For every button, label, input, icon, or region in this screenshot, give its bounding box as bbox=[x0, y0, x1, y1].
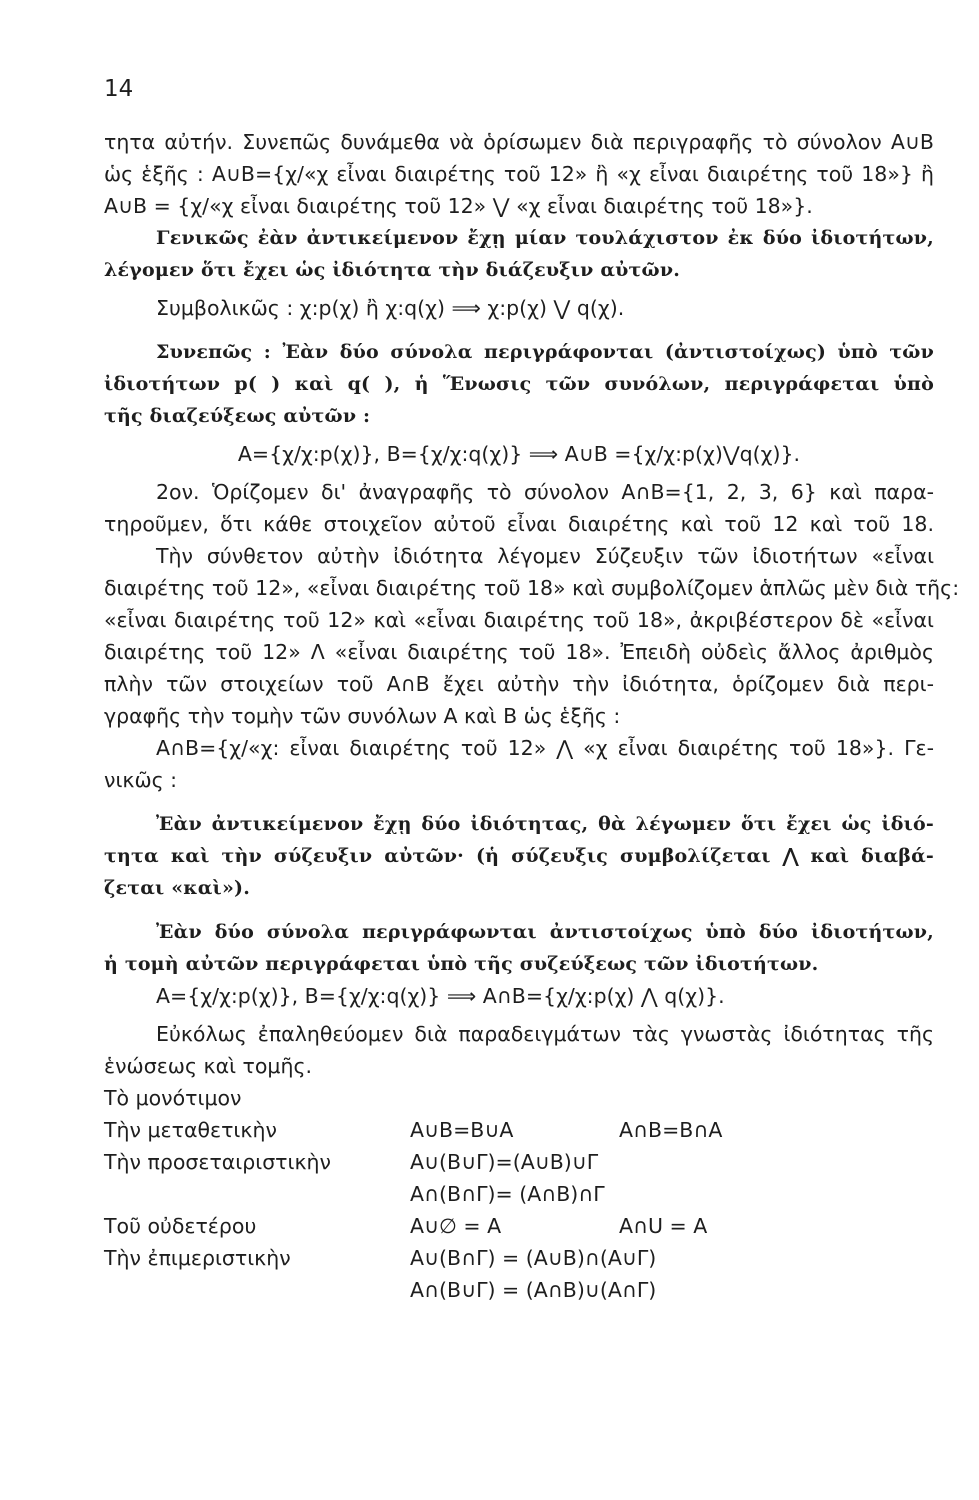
union-law: A∪(B∩Γ) = (A∪B)∩(A∪Γ) bbox=[410, 1246, 657, 1270]
property-row bbox=[104, 1274, 934, 1306]
property-name: Τὴν ἐπιμεριστικὴν bbox=[104, 1246, 291, 1270]
union-law: A∩(B∩Γ)= (A∩B)∩Γ bbox=[410, 1182, 605, 1206]
union-formula: A={χ/χ:p(χ)}, B={χ/χ:q(χ)} ⟹ A∪B ={χ/χ:p(χ)⋁q(χ)}. bbox=[237, 442, 801, 466]
symbolic-formula: Συμβολικῶς : χ:p(χ) ἢ χ:q(χ) ⟹ χ:p(χ) ⋁ q(χ). bbox=[156, 296, 625, 320]
text-line: τητα αὐτήν. Συνεπῶς δυνάμεθα νὰ ὁρίσωμεν διὰ περιγραφῆς τὸ σύνολον A∪B bbox=[104, 130, 934, 154]
property-name: Τὴν μεταθετικὴν bbox=[104, 1118, 277, 1142]
text-line: διαιρέτης τοῦ 12», «εἶναι διαιρέτης τοῦ 18» καὶ συμβολίζομεν ἁπλῶς μὲν διὰ τῆς: bbox=[104, 576, 960, 600]
bold-statement-line: ἰδιοτήτων p( ) καὶ q( ), ἡ Ἕνωσις τῶν συνόλων, περιγράφεται ὑπὸ bbox=[104, 373, 934, 395]
bold-statement-line: Συνεπῶς : Ἐὰν δύο σύνολα περιγράφονται (ἀντιστοίχως) ὑπὸ τῶν bbox=[156, 341, 934, 363]
properties-table bbox=[104, 1114, 934, 1306]
bold-statement-line: τητα καὶ τὴν σύζευξιν αὐτῶν· (ἡ σύζευξις συμβολίζεται ⋀ καὶ διαβά- bbox=[104, 845, 934, 867]
intersection-law: A∩B=B∩A bbox=[619, 1118, 723, 1142]
bold-statement-line: τῆς διαζεύξεως αὐτῶν : bbox=[104, 405, 371, 427]
bold-statement-line: Ἐὰν ἀντικείμενον ἔχῃ δύο ἰδιότητας, θὰ λέγωμεν ὅτι ἔχει ὡς ἰδιό- bbox=[156, 813, 934, 835]
union-law: A∪∅ = A bbox=[410, 1214, 502, 1238]
property-name: Τὴν προσεταιριστικὴν bbox=[104, 1150, 331, 1174]
text-line: ἑνώσεως καὶ τομῆς. bbox=[104, 1054, 313, 1078]
text-line: γραφῆς τὴν τομὴν τῶν συνόλων A καὶ B ὡς ἑξῆς : bbox=[104, 704, 621, 728]
text-line: Εὐκόλως ἐπαληθεύομεν διὰ παραδειγμάτων τὰς γνωστὰς ἰδιότητας τῆς bbox=[156, 1022, 934, 1046]
text-line: 2ον. Ὁρίζομεν δι' ἀναγραφῆς τὸ σύνολον A∩B={1, 2, 3, 6} καὶ παρα- bbox=[156, 480, 934, 504]
text-line: Τὴν σύνθετον αὐτὴν ἰδιότητα λέγομεν Σύζευξιν τῶν ἰδιοτήτων «εἶναι bbox=[156, 544, 934, 568]
bold-statement-line: λέγομεν ὅτι ἔχει ὡς ἰδιότητα τὴν διάζευξιν αὐτῶν. bbox=[104, 259, 681, 281]
text-line: A∪B = {χ/«χ εἶναι διαιρέτης τοῦ 12» ⋁ «χ εἶναι διαιρέτης τοῦ 18»}. bbox=[104, 194, 813, 218]
text-line: ὡς ἑξῆς : A∪B={χ/«χ εἶναι διαιρέτης τοῦ 12» ἢ «χ εἶναι διαιρέτης τοῦ 18»} ἢ bbox=[104, 162, 934, 186]
intersection-formula: A={χ/χ:p(χ)}, B={χ/χ:q(χ)} ⟹ A∩B={χ/χ:p(χ) ⋀ q(χ)}. bbox=[156, 984, 725, 1008]
text-line: διαιρέτης τοῦ 12» Λ «εἶναι διαιρέτης τοῦ 18». Ἐπειδὴ οὐδεὶς ἄλλος ἀριθμὸς bbox=[104, 640, 934, 664]
properties-heading: Τὸ μονότιμον bbox=[104, 1086, 242, 1110]
bold-statement-line: ἡ τομὴ αὐτῶν περιγράφεται ὑπὸ τῆς συζεύξεως τῶν ἰδιοτήτων. bbox=[104, 953, 819, 975]
union-law: A∪(B∪Γ)=(A∪B)∪Γ bbox=[410, 1150, 599, 1174]
intersection-law: A∩U = A bbox=[619, 1214, 708, 1238]
property-row bbox=[104, 1146, 934, 1178]
property-name: Τοῦ οὐδετέρου bbox=[104, 1214, 257, 1238]
page-number: 14 bbox=[104, 76, 134, 102]
intersection-definition: A∩B={χ/«χ: εἶναι διαιρέτης τοῦ 12» ⋀ «χ εἶναι διαιρέτης τοῦ 18»}. Γε- bbox=[156, 736, 934, 760]
text-line: «εἶναι διαιρέτης τοῦ 12» καὶ «εἶναι διαιρέτης τοῦ 18», ἀκριβέστερον δὲ «εἶναι bbox=[104, 608, 934, 632]
page-body bbox=[104, 126, 960, 1306]
property-row bbox=[104, 1178, 934, 1210]
bold-statement-line: ζεται «καὶ»). bbox=[104, 877, 251, 899]
bold-statement-line: Ἐὰν δύο σύνολα περιγράφωνται ἀντιστοίχως ὑπὸ δύο ἰδιοτήτων, bbox=[156, 921, 934, 943]
text-line: πλὴν τῶν στοιχείων τοῦ A∩B ἔχει αὐτὴν τὴν ἰδιότητα, ὁρίζομεν διὰ περι- bbox=[104, 672, 934, 696]
property-row bbox=[104, 1242, 934, 1274]
property-row bbox=[104, 1114, 934, 1146]
property-row bbox=[104, 1210, 934, 1242]
text-line: τηροῦμεν, ὅτι κάθε στοιχεῖον αὐτοῦ εἶναι διαιρέτης καὶ τοῦ 12 καὶ τοῦ 18. bbox=[104, 512, 934, 536]
union-law: A∩(B∪Γ) = (A∩B)∪(A∩Γ) bbox=[410, 1278, 657, 1302]
union-law: A∪B=B∪A bbox=[410, 1118, 514, 1142]
bold-statement-line: Γενικῶς ἐὰν ἀντικείμενον ἔχῃ μίαν τουλάχιστον ἐκ δύο ἰδιοτήτων, bbox=[156, 227, 934, 249]
text-line: νικῶς : bbox=[104, 768, 178, 792]
